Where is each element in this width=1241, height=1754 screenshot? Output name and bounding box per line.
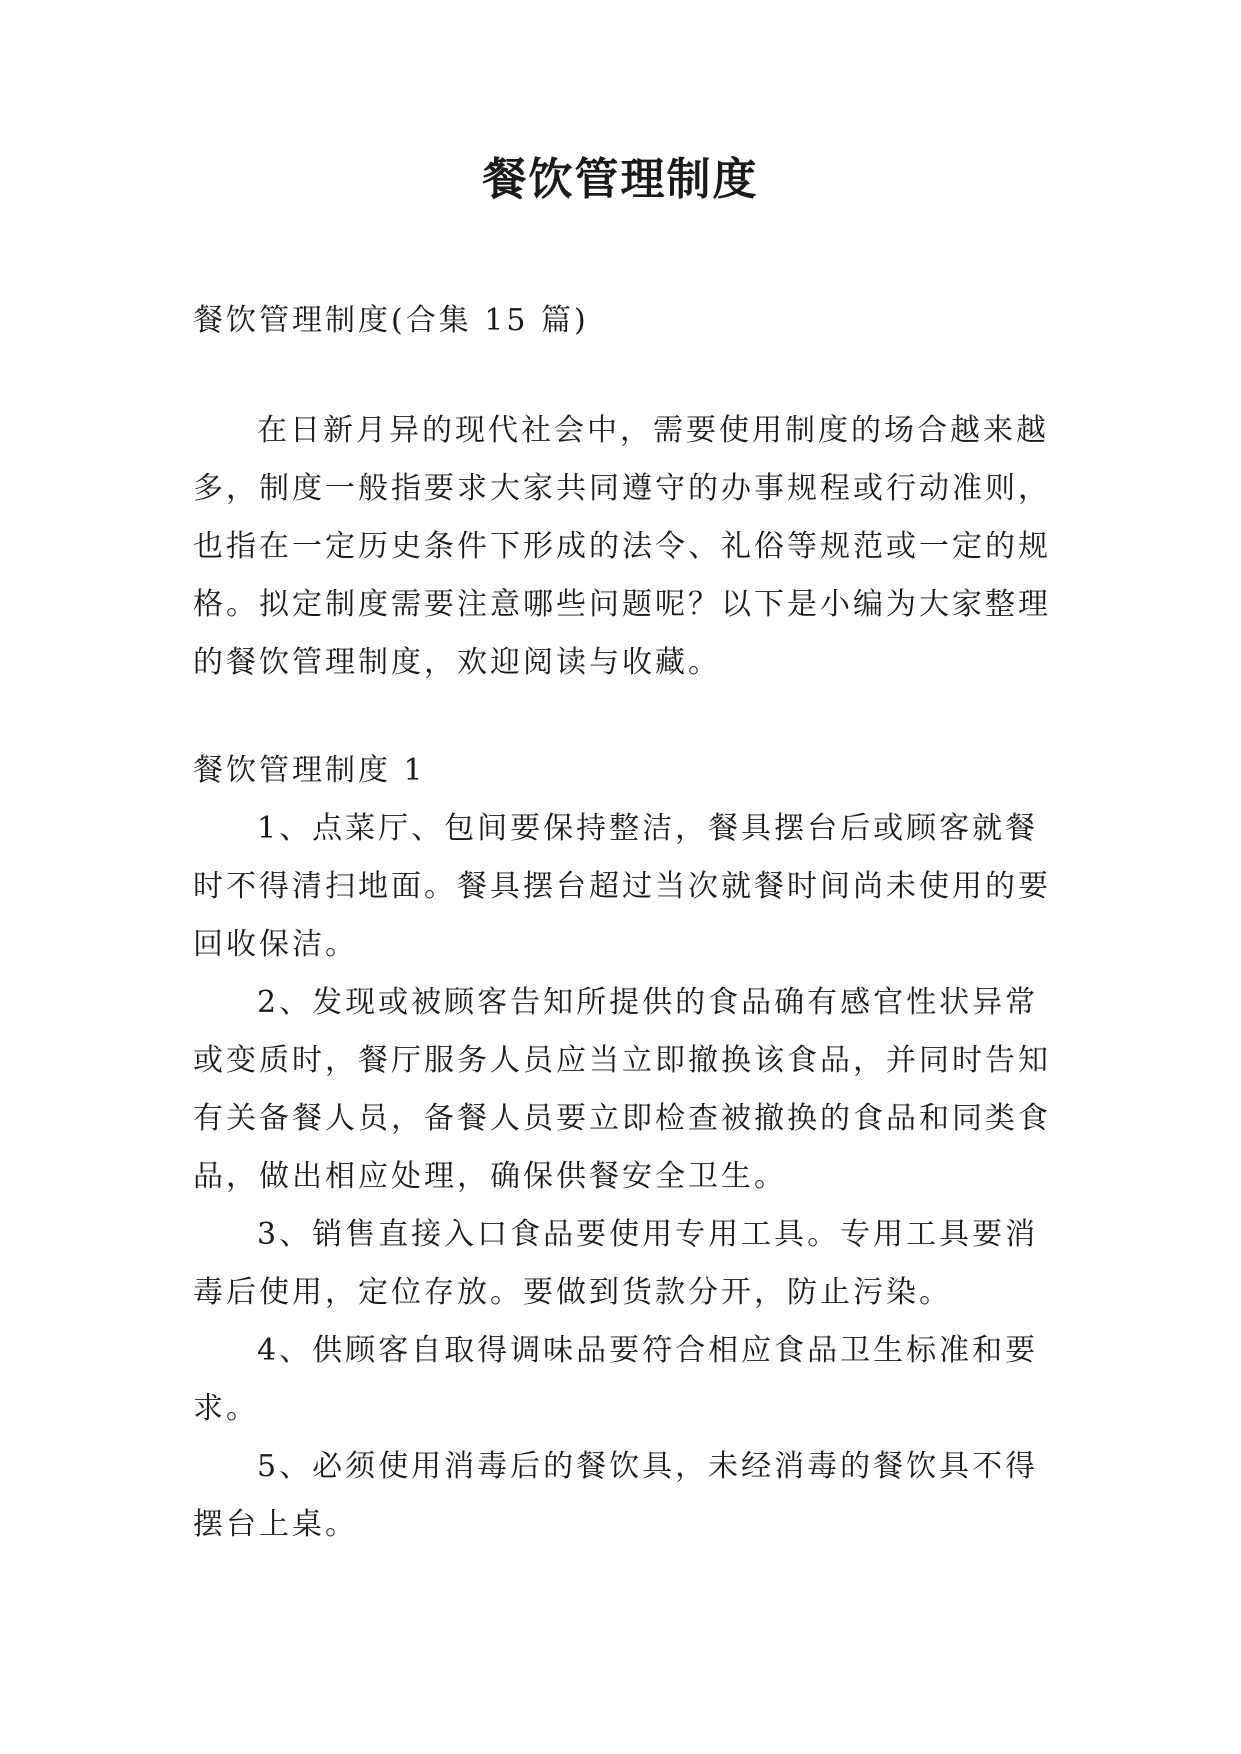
document-subtitle: 餐饮管理制度(合集 15 篇) [193,303,589,338]
intro-line: 格。拟定制度需要注意哪些问题呢？以下是小编为大家整理 [193,587,1051,622]
rule-item-3 [193,1206,1059,1322]
intro-line: 在日新月异的现代社会中，需要使用制度的场合越来越 [257,413,1049,448]
rule-line: 时不得清扫地面。餐具摆台超过当次就餐时间尚未使用的要 [193,869,1051,904]
intro-line: 多，制度一般指要求大家共同遵守的办事规程或行动准则， [193,471,1051,506]
rule-line: 2、发现或被顾客告知所提供的食品确有感官性状异常 [257,985,1039,1020]
rule-line: 摆台上桌。 [193,1507,358,1542]
rule-line: 或变质时，餐厅服务人员应当立即撤换该食品，并同时告知 [193,1043,1051,1078]
rule-line: 5、必须使用消毒后的餐饮具，未经消毒的餐饮具不得 [257,1449,1039,1484]
rule-line: 1、点菜厅、包间要保持整洁，餐具摆台后或顾客就餐 [257,811,1039,846]
intro-paragraph [193,402,1059,692]
rule-line: 3、销售直接入口食品要使用专用工具。专用工具要消 [257,1217,1039,1252]
rule-line: 求。 [193,1391,259,1426]
document-title: 餐饮管理制度 [482,154,759,205]
rule-line: 品，做出相应处理，确保供餐安全卫生。 [193,1159,787,1194]
rule-line: 回收保洁。 [193,927,358,962]
section-heading: 餐饮管理制度 1 [193,753,426,788]
document-body [193,292,1059,1554]
rule-line: 4、供顾客自取得调味品要符合相应食品卫生标准和要 [257,1333,1039,1368]
rule-item-4 [193,1322,1059,1438]
rule-item-1 [193,800,1059,974]
rule-line: 有关备餐人员，备餐人员要立即检查被撤换的食品和同类食 [193,1101,1051,1136]
rule-item-2 [193,974,1059,1206]
intro-line: 也指在一定历史条件下形成的法令、礼俗等规范或一定的规 [193,529,1051,564]
rule-line: 毒后使用，定位存放。要做到货款分开，防止污染。 [193,1275,952,1310]
intro-line: 的餐饮管理制度，欢迎阅读与收藏。 [193,645,721,680]
rule-item-5 [193,1438,1059,1554]
